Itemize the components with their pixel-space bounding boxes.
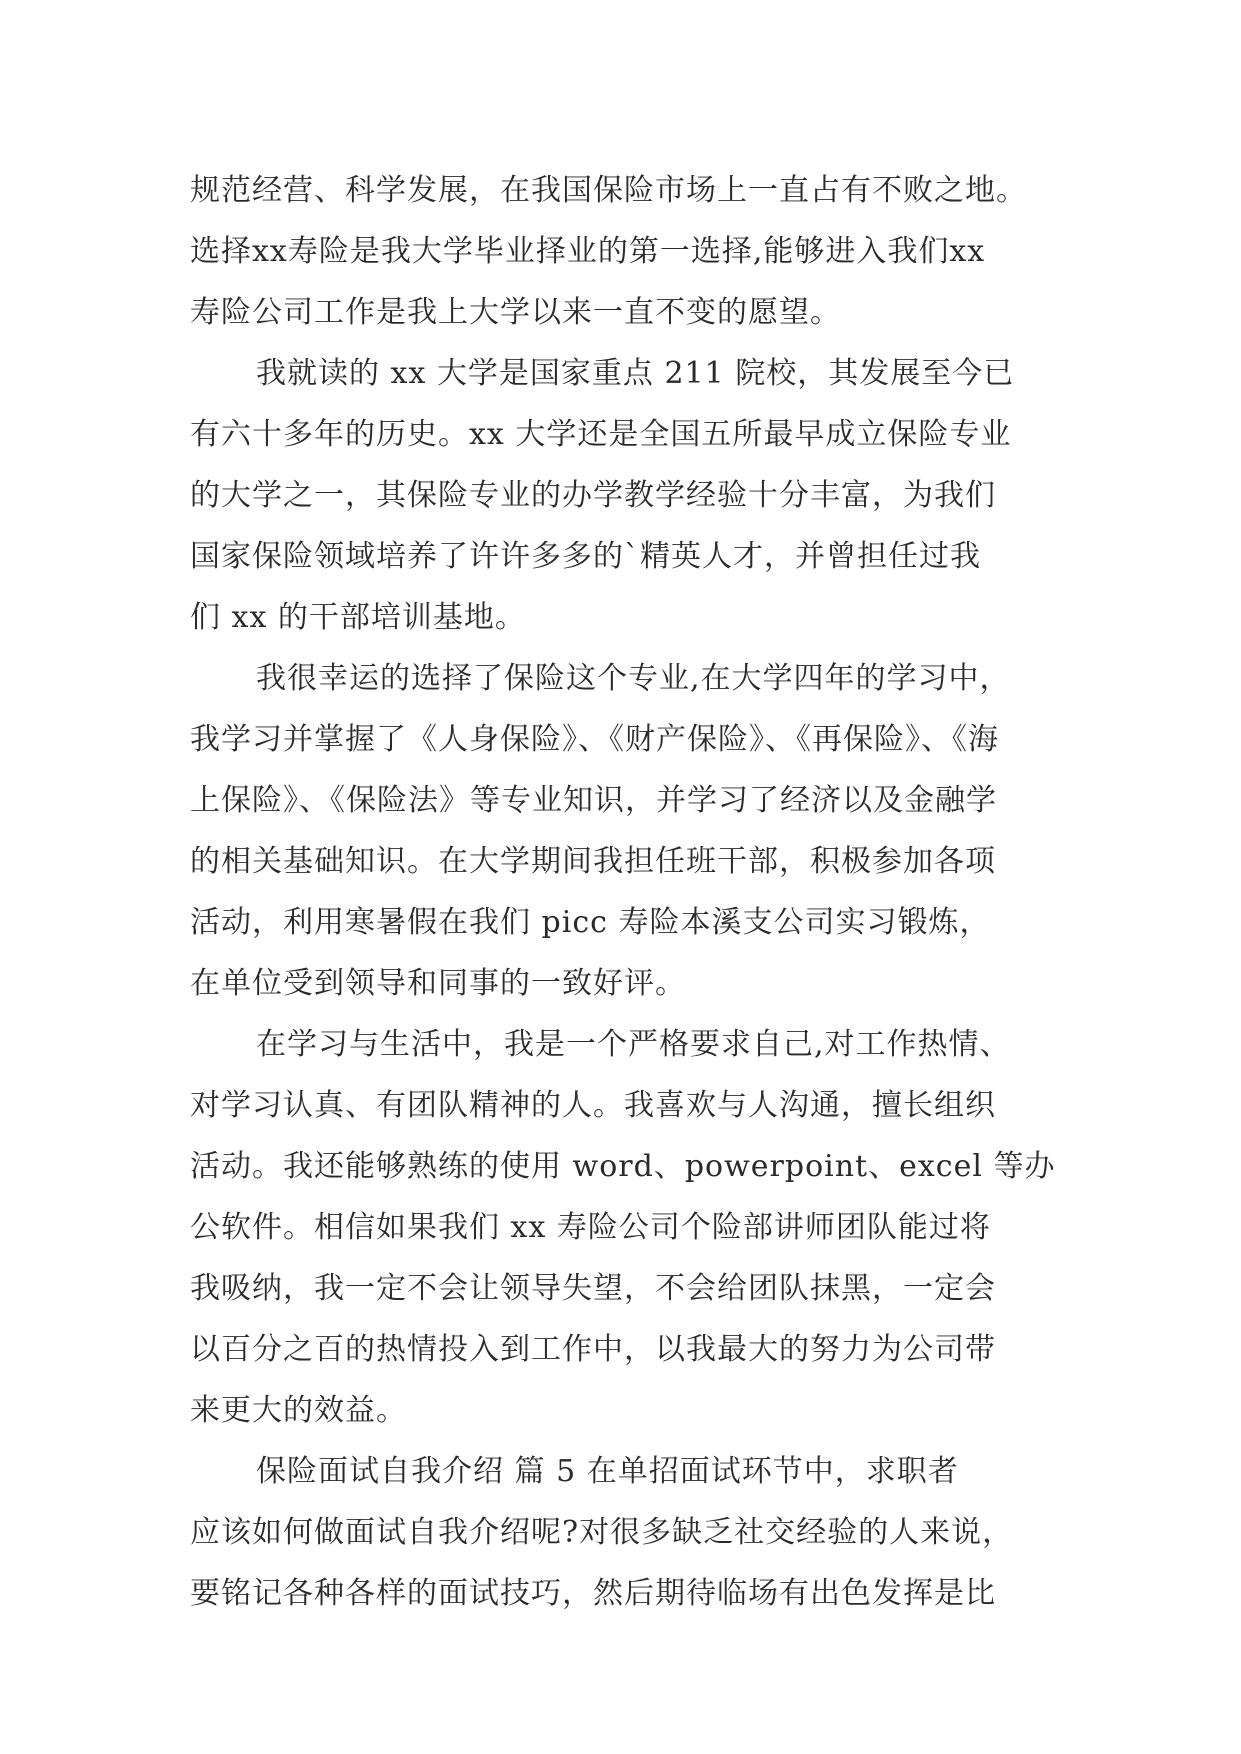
- text-line: 寿险公司工作是我上大学以来一直不变的愿望。: [190, 295, 841, 330]
- text-line: 活动。我还能够熟练的使用 word、powerpoint、excel 等办: [190, 1149, 1056, 1184]
- text-line: 选择xx寿险是我大学毕业择业的第一选择,能够进入我们xx: [190, 234, 986, 269]
- text-line: 上保险》、《保险法》等专业知识，并学习了经济以及金融学: [190, 783, 997, 818]
- text-line: 要铭记各种各样的面试技巧，然后期待临场有出色发挥是比: [190, 1576, 996, 1611]
- text-line: 的相关基础知识。在大学期间我担任班干部，积极参加各项: [190, 844, 996, 879]
- text-line: 国家保险领域培养了许许多多的`精英人才，并曾担任过我: [190, 539, 981, 574]
- text-line: 我就读的 xx 大学是国家重点 211 院校，其发展至今已: [256, 356, 1015, 391]
- text-line: 我很幸运的选择了保险这个专业,在大学四年的学习中，: [256, 661, 1011, 696]
- text-line: 们 xx 的干部培训基地。: [190, 600, 526, 635]
- text-line: 有六十多年的历史。xx 大学还是全国五所最早成立保险专业: [190, 417, 1012, 452]
- text-line: 我学习并掌握了《人身保险》、《财产保险》、《再保险》、《海: [190, 722, 999, 757]
- text-line: 规范经营、科学发展，在我国保险市场上一直占有不败之地。: [190, 173, 1027, 208]
- document-body: [190, 160, 1090, 1624]
- text-line: 在单位受到领导和同事的一致好评。: [190, 966, 686, 1001]
- text-line: 在学习与生活中，我是一个严格要求自己,对工作热情、: [256, 1027, 1011, 1062]
- text-line: 以百分之百的热情投入到工作中，以我最大的努力为公司带: [190, 1332, 996, 1367]
- text-line: 公软件。相信如果我们 xx 寿险公司个险部讲师团队能过将: [190, 1210, 991, 1245]
- text-line: 活动，利用寒暑假在我们 picc 寿险本溪支公司实习锻炼，: [190, 905, 991, 940]
- text-line: 我吸纳，我一定不会让领导失望，不会给团队抹黑，一定会: [190, 1271, 996, 1306]
- text-line: 应该如何做面试自我介绍呢?对很多缺乏社交经验的人来说，: [190, 1515, 1014, 1550]
- text-line: 来更大的效益。: [190, 1393, 407, 1428]
- text-line: 保险面试自我介绍 篇 5 在单招面试环节中，求职者: [256, 1454, 959, 1489]
- text-line: 的大学之一，其保险专业的办学教学经验十分丰富，为我们: [190, 478, 996, 513]
- text-line: 对学习认真、有团队精神的人。我喜欢与人沟通，擅长组织: [190, 1088, 996, 1123]
